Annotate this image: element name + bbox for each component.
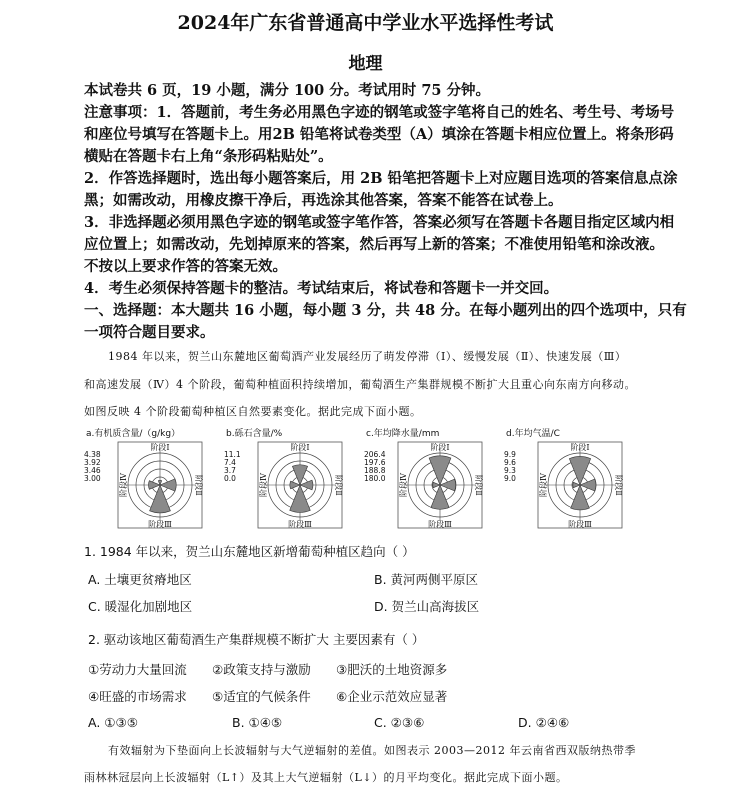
instruction-line: 应位置上；如需改动，先划掉原来的答案，然后再写上新的答案；不准使用铅笔和涂改液。: [84, 236, 664, 253]
question-2-option-d[interactable]: D. ②④⑥: [518, 715, 570, 730]
rose-petal: [290, 481, 300, 489]
tick-label: 3.7: [224, 466, 236, 475]
tick-label: 4.38: [84, 450, 101, 459]
instruction-line: 横贴在答题卡右上角“条形码粘贴处”。: [84, 148, 333, 165]
question-2-option-c[interactable]: C. ②③⑥: [374, 715, 425, 730]
question-2-item: ⑤适宜的气候条件: [212, 689, 311, 704]
tick-label: 11.1: [224, 450, 241, 459]
question-2-item: ①劳动力大量回流: [88, 662, 187, 677]
question-2-item: ⑥企业示范效应显著: [336, 689, 448, 704]
rose-petal: [300, 480, 313, 490]
stage-label-right: 阶段Ⅱ: [194, 474, 203, 496]
tick-label: 3.46: [84, 466, 101, 475]
tick-label: 9.6: [504, 458, 516, 467]
exam-title: 2024年广东省普通高中学业水平选择性考试: [177, 12, 554, 34]
instruction-line: 4．考生必须保持答题卡的整洁。考试结束后，将试卷和答题卡一并交回。: [84, 280, 559, 297]
question-2-item: ②政策支持与激励: [212, 662, 311, 677]
rose-chart-d: [504, 426, 638, 534]
stage-label-top: 阶段Ⅰ: [150, 443, 170, 452]
instruction-line: 本试卷共 6 页，19 小题，满分 100 分。考试用时 75 分钟。: [84, 82, 491, 99]
instruction-line: 注意事项：1．答题前，考生务必用黑色字迹的钢笔或签字笔将自己的姓名、考生号、考场号: [84, 104, 675, 121]
tick-label: 3.00: [84, 474, 101, 483]
stage-label-left: 阶段Ⅳ: [259, 473, 268, 497]
tick-label: 206.4: [364, 450, 386, 459]
stage-label-top: 阶段Ⅰ: [430, 443, 450, 452]
question-1-option-c[interactable]: C. 暖湿化加剧地区: [88, 599, 193, 614]
question-2-item: ③肥沃的土地资源多: [336, 662, 448, 677]
rose-petal: [292, 465, 307, 485]
subject-title: 地理: [348, 54, 383, 74]
tick-labels: [224, 451, 241, 483]
chart-title: c.年均降水量/mm: [366, 429, 440, 439]
rose-petal: [571, 485, 590, 510]
rose-petal: [440, 479, 456, 491]
rose-petal: [429, 456, 451, 485]
stage-label-top: 阶段Ⅰ: [570, 443, 590, 452]
stage-label-left: 阶段Ⅳ: [119, 473, 128, 497]
rose-chart-b: [224, 426, 358, 534]
question-2-option-a[interactable]: A. ①③⑤: [88, 715, 138, 730]
tick-labels: [504, 451, 516, 483]
chart-title: a.有机质含量/（g/kg）: [86, 429, 181, 439]
passage-line: 有效辐射为下垫面向上长波辐射与大气逆辐射的差值。如图表示 2003—2012 年云南省西双版纳热带季: [108, 744, 636, 757]
chart-title: b.砾石含量/%: [226, 429, 283, 439]
question-2-item: ④旺盛的市场需求: [88, 689, 187, 704]
rose-plot: [112, 440, 208, 530]
instruction-line: 黑；如需改动，用橡皮擦干净后，再选涂其他答案，答案不能答在试卷上。: [84, 192, 563, 209]
tick-label: 0.0: [224, 474, 236, 483]
stage-label-right: 阶段Ⅱ: [614, 474, 623, 496]
stage-label-bottom: 阶段Ⅲ: [568, 520, 592, 529]
instruction-line: 2．作答选择题时，选出每小题答案后，用 2B 铅笔把答题卡上对应题目选项的答案信息点涂: [84, 170, 678, 187]
passage-line: 1984 年以来，贺兰山东麓地区葡萄酒产业发展经历了萌发停滞（Ⅰ）、缓慢发展（Ⅱ）、快速发展（Ⅲ）: [108, 350, 627, 363]
question-2-option-b[interactable]: B. ①④⑤: [232, 715, 283, 730]
tick-label: 9.0: [504, 474, 516, 483]
rose-plot: [532, 440, 628, 530]
passage-line: 雨林林冠层向上长波辐射（L↑）及其上大气逆辐射（L↓）的月平均变化。据此完成下面小题。: [84, 771, 568, 784]
passage-line: 如图反映 4 个阶段葡萄种植区自然要素变化。据此完成下面小题。: [84, 405, 422, 418]
stage-label-top: 阶段Ⅰ: [290, 443, 310, 452]
rose-plot: [392, 440, 488, 530]
instruction-line: 和座位号填写在答题卡上。用2B 铅笔将试卷类型（A）填涂在答题卡相应位置上。将条形码: [84, 126, 674, 143]
rose-petal: [148, 481, 160, 490]
rose-petal: [431, 485, 449, 509]
question-1-option-b[interactable]: B. 黄河两侧平原区: [374, 572, 479, 587]
rose-petal: [160, 479, 176, 491]
tick-labels: [84, 451, 101, 483]
tick-label: 197.6: [364, 458, 386, 467]
stage-label-left: 阶段Ⅳ: [539, 473, 548, 497]
passage-line: 和高速发展（Ⅳ）4 个阶段，葡萄种植面积持续增加，葡萄酒生产集群规模不断扩大且重心向东南方向移动。: [84, 378, 636, 391]
tick-label: 9.3: [504, 466, 516, 475]
section-heading: 一项符合题目要求。: [84, 324, 215, 341]
question-1-stem: 1. 1984 年以来，贺兰山东麓地区新增葡萄种植区趋向（ ）: [84, 544, 415, 559]
section-heading: 一、选择题：本大题共 16 小题，每小题 3 分，共 48 分。在每小题列出的四个选项中，只有: [84, 302, 687, 319]
tick-label: 180.0: [364, 474, 386, 483]
stage-label-right: 阶段Ⅱ: [334, 474, 343, 496]
rose-chart-c: [364, 426, 498, 534]
tick-label: 7.4: [224, 458, 236, 467]
question-2-stem: 2. 驱动该地区葡萄酒生产集群规模不断扩大 主要因素有（ ）: [88, 632, 425, 647]
rose-petal: [580, 479, 596, 491]
tick-labels: [364, 451, 385, 483]
instruction-line: 不按以上要求作答的答案无效。: [84, 258, 287, 275]
stage-label-bottom: 阶段Ⅲ: [428, 520, 452, 529]
rose-plot: [252, 440, 348, 530]
stage-label-right: 阶段Ⅱ: [474, 474, 483, 496]
tick-label: 188.8: [364, 466, 386, 475]
tick-label: 3.92: [84, 458, 101, 467]
question-1-option-d[interactable]: D. 贺兰山高海拔区: [374, 599, 480, 614]
figure-rose-charts: [84, 426, 644, 534]
stage-label-bottom: 阶段Ⅲ: [288, 520, 312, 529]
instruction-line: 3．非选择题必须用黑色字迹的钢笔或签字笔作答，答案必须写在答题卡各题目指定区域内相: [84, 214, 675, 231]
stage-label-bottom: 阶段Ⅲ: [148, 520, 172, 529]
rose-chart-a: [84, 426, 218, 534]
tick-label: 9.9: [504, 450, 516, 459]
chart-title: d.年均气温/C: [506, 429, 560, 439]
stage-label-left: 阶段Ⅳ: [399, 473, 408, 497]
question-1-option-a[interactable]: A. 土壤更贫瘠地区: [88, 572, 192, 587]
